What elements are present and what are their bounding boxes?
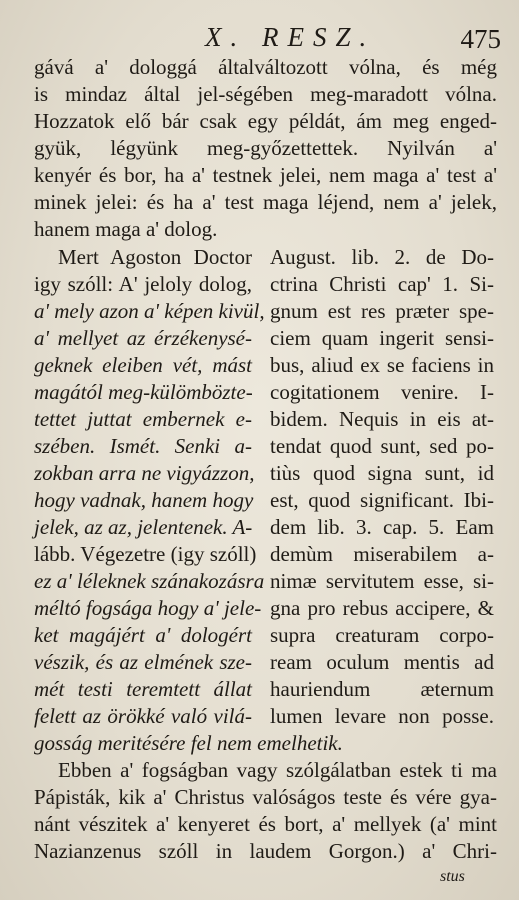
text-line: geknek eleiben vét, mást — [34, 353, 252, 377]
text-line: a' mely azon a' képen kivül, — [34, 299, 265, 323]
text-line: bidem. Nequis in eis at- — [270, 407, 494, 431]
running-head: X. RESZ. — [205, 22, 376, 52]
text-line: méltó fogsága hogy a' jele- — [34, 596, 262, 620]
text-line: cogitationem venire. I- — [270, 380, 494, 404]
text-line: kenyér és bor, ha a' testnek jelei, nem maga a' test a' — [34, 163, 497, 187]
text-line: lumen levare non posse. — [270, 704, 494, 728]
text-line: nimæ servitutem esse, si- — [270, 569, 494, 593]
text-line: est, quod significant. Ibi- — [270, 488, 494, 512]
text-line: tiùs quod signa sunt, id — [270, 461, 494, 485]
text-line: dem lib. 3. cap. 5. Eam — [270, 515, 494, 539]
text-line: hogy vadnak, hanem hogy — [34, 488, 254, 512]
text-line: tettet juttat embernek e- — [34, 407, 252, 431]
text-line: Ebben a' fogságban vagy szólgálatban estek ti ma — [58, 758, 497, 782]
closing-line: gosság meritésére fel nem emelhetik. — [34, 731, 343, 755]
text-line: supra creaturam corpo- — [270, 623, 494, 647]
text-line: felett az örökké való vilá- — [34, 704, 252, 728]
text-line: Pápisták, kik a' Christus valóságos teste és vére gya- — [34, 785, 497, 809]
text-line: magától meg-külömbözte- — [34, 380, 253, 404]
text-line: August. lib. 2. de Do- — [270, 245, 494, 269]
page-number: 475 — [460, 24, 501, 54]
text-line: gnum est res præter spe- — [270, 299, 494, 323]
text-line: ez a' léleknek szánakozásra — [34, 569, 265, 593]
text-line: gává a' dologgá általváltozott vólna, és még — [34, 55, 497, 79]
text-line: jelek, az az, jelentenek. A- — [34, 515, 253, 539]
text-line: Nazianzenus szóll in laudem Gorgon.) a' Chri- — [34, 839, 497, 863]
page-header — [0, 18, 519, 58]
text-line: gna pro rebus accipere, & — [270, 596, 494, 620]
text-line: vészik, és az elmének sze- — [34, 650, 252, 674]
text-line: igy szóll: A' jeloly dolog, — [34, 272, 252, 296]
text-line: mét testi teremtett állat — [34, 677, 252, 701]
text-line: a' mellyet az érzékenysé- — [34, 326, 252, 350]
text-line: demùm miserabilem a- — [270, 542, 494, 566]
text-line: nánt vészitek a' kenyeret és bort, a' mellyek (a' mint — [34, 812, 497, 836]
text-line: is mindaz által jel-ségében meg-maradott vólna. — [34, 82, 497, 106]
text-line: szében. Ismét. Senki a- — [34, 434, 252, 458]
text-line: tendat quod sunt, sed po- — [270, 434, 494, 458]
text-line: hauriendum æternum — [270, 677, 494, 701]
text-line: hanem maga a' dolog. — [34, 217, 218, 241]
catchword: stus — [440, 868, 465, 885]
text-line: Hozzatok elő bár csak egy példát, ám meg enged- — [34, 109, 497, 133]
text-line: ctrina Christi cap' 1. Si- — [270, 272, 494, 296]
text-line: zokban arra ne vigyázzon, — [34, 461, 255, 485]
text-line: Mert Agoston Doctor — [58, 245, 252, 269]
text-line: bus, aliud ex se faciens in — [270, 353, 494, 377]
text-line: lább. Végezetre (igy szóll) — [34, 542, 257, 566]
text-line: minek jelei: és ha a' test maga léjend, nem a' jelek, — [34, 190, 497, 214]
text-line: gyük, légyünk meg-győzettettek. Nyilván a' — [34, 136, 497, 160]
text-line: ciem quam ingerit sensi- — [270, 326, 494, 350]
text-line: ream oculum mentis ad — [270, 650, 494, 674]
text-line: ket magájért a' dologért — [34, 623, 252, 647]
